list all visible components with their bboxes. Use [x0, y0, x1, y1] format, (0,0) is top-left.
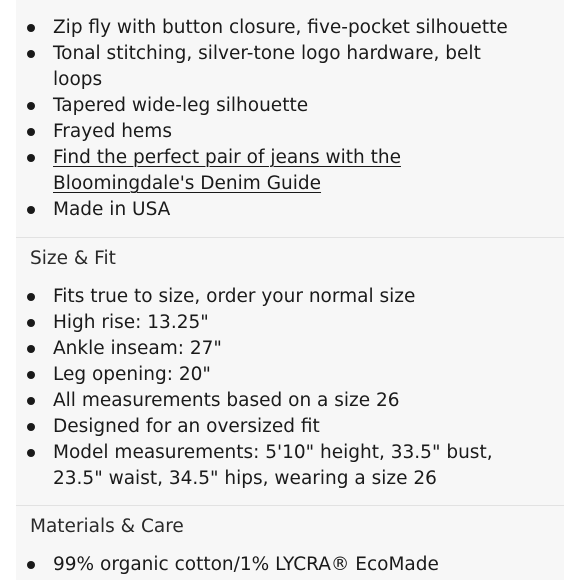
list-item	[53, 145, 453, 197]
list-item-text: Tapered wide-leg silhouette	[53, 95, 309, 116]
bullet-icon	[27, 50, 35, 58]
list-item-text: High rise: 13.25"	[53, 312, 209, 333]
denim-guide-link[interactable]: Find the perfect pair of jeans with the Bloomingdale's Denim Guide	[53, 147, 401, 194]
list-item-text: Zip fly with button closure, five-pocket silhouette	[53, 17, 508, 38]
list-item-text: Model measurements: 5'10" height, 33.5" bust, 23.5" waist, 34.5" hips, wearing a size 26	[53, 442, 493, 489]
list-item	[53, 440, 533, 492]
bullet-icon	[27, 102, 35, 110]
list-item-text: Ankle inseam: 27"	[53, 338, 222, 359]
list-item-text: Leg opening: 20"	[53, 364, 211, 385]
materials-care-heading: Materials & Care	[30, 516, 184, 537]
bullet-icon	[27, 371, 35, 379]
section-divider	[16, 237, 564, 238]
list-item	[53, 93, 533, 119]
section-divider	[16, 505, 564, 506]
list-item-text: 99% organic cotton/1% LYCRA® EcoMade	[53, 554, 439, 575]
list-item	[53, 41, 533, 93]
list-item	[53, 388, 533, 414]
bullet-icon	[27, 345, 35, 353]
bullet-icon	[27, 154, 35, 162]
list-item-text: Designed for an oversized fit	[53, 416, 320, 437]
bullet-icon	[27, 561, 35, 569]
list-item-text: Made in USA	[53, 199, 171, 220]
bullet-icon	[27, 293, 35, 301]
list-item	[53, 310, 533, 336]
bullet-icon	[27, 206, 35, 214]
bullet-icon	[27, 319, 35, 327]
bullet-icon	[27, 128, 35, 136]
list-item-text: Tonal stitching, silver-tone logo hardware, belt loops	[53, 43, 481, 90]
size-fit-heading: Size & Fit	[30, 248, 116, 269]
list-item	[53, 119, 533, 145]
bullet-icon	[27, 423, 35, 431]
list-item-text: Frayed hems	[53, 121, 172, 142]
list-item	[53, 552, 533, 578]
bullet-icon	[27, 449, 35, 457]
list-item	[53, 362, 533, 388]
list-item-text: All measurements based on a size 26	[53, 390, 400, 411]
list-item	[53, 414, 533, 440]
bullet-icon	[27, 24, 35, 32]
list-item	[53, 197, 533, 223]
list-item-text: Fits true to size, order your normal size	[53, 286, 416, 307]
list-item	[53, 284, 533, 310]
list-item	[53, 336, 533, 362]
list-item	[53, 15, 533, 41]
product-details-panel	[16, 0, 564, 580]
bullet-icon	[27, 397, 35, 405]
